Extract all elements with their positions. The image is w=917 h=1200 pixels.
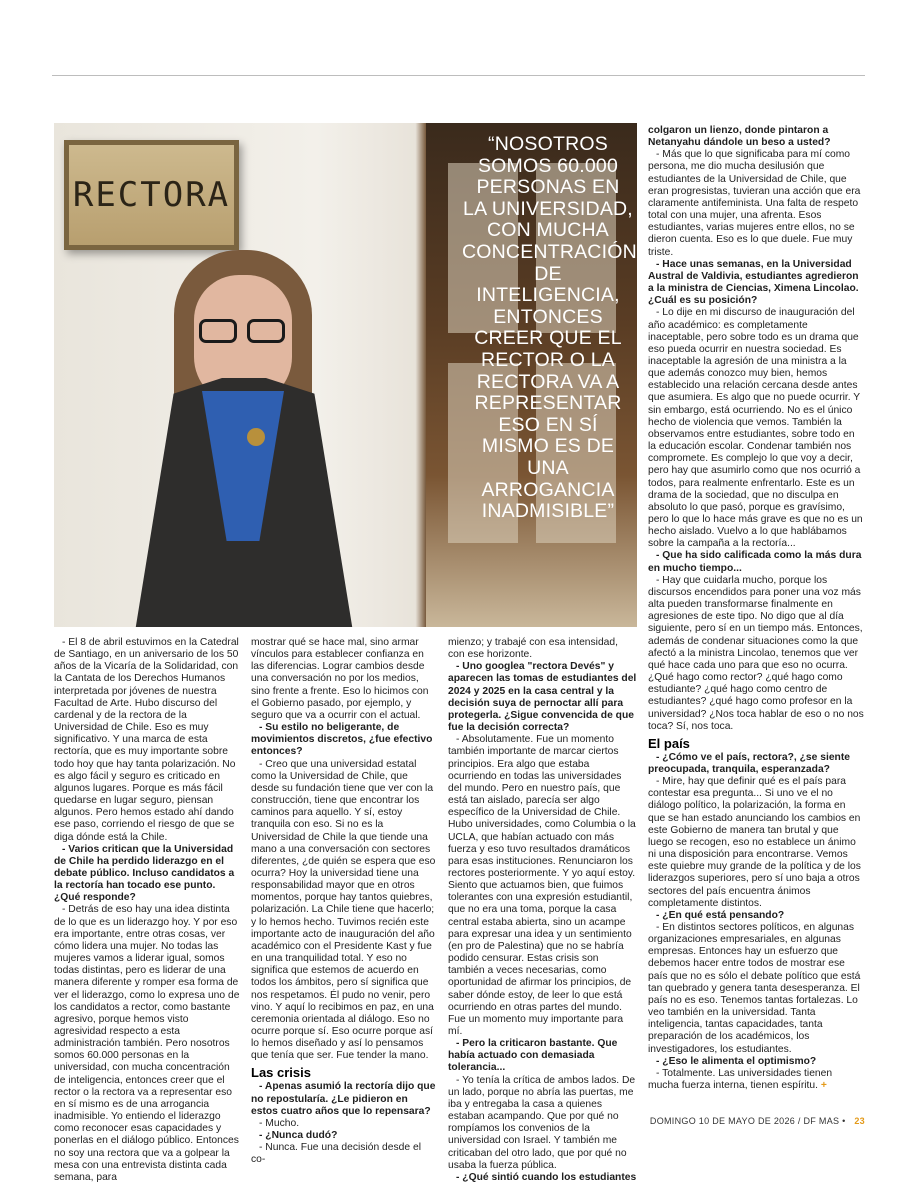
pull-quote: “NOSOTROS SOMOS 60.000 PERSONAS EN LA UNIVERSIDAD, CON MUCHA CONCENTRACIÓN DE INTELIGENCIA, ENTONCES CREER QUE EL RECTOR O LA RECTORA VA A REPRESENTAR ESO EN SÍ MISMO ES DE UNA ARROGANCIA INADMISIBLE” — [462, 133, 637, 523]
section-heading: Las crisis — [251, 1065, 311, 1081]
footer-publication: / DF MAS • — [797, 1116, 846, 1126]
interview-answer: - El 8 de abril estuvimos en la Catedral de Santiago, en un aniversario de los 50 años de la Vicaría de la Solidaridad, con la Cantata de los Derechos Humanos interpretada por jóvenes de nuestra Facultad de Arte. Hubo discurso del cardenal y de la rectora de la Universidad de Chile. Eso es muy significativo. Y una marca de esta rectoría, que es muy importante sobre todo hoy que hay tanta polarización. No es algo fácil y seguro es criticado en algunos lugares. Porque es más fácil quedarse en lugar seguro, piensan algunos. Pero hemos estado ahí dando ese paso, corriendo el riesgo de que se diga dónde está la Chile. — [54, 637, 239, 843]
interview-answer: - Mire, hay que definir qué es el país para contestar esa pregunta... Si uno ve el no diálogo político, la polarización, la forma en que se han estado anunciando los cambios en este Gobierno de manera tan brutal y que luego se recogen, eso no establece un ánimo ni una disposición para encontrarse. Vemos este quiebre muy grande de la política y de los liderazgos superiores, pero sí uno baja a otros sectores del país encuentra ánimos completamente distintos. — [648, 776, 861, 909]
article-column-2 — [251, 637, 437, 1167]
interview-answer: - Nunca. Fue una decisión desde el co- — [251, 1142, 421, 1166]
interview-question: - ¿Cómo ve el país, rectora?, ¿se siente preocupada, tranquila, esperanzada? — [648, 751, 850, 775]
article-column-1 — [54, 637, 240, 1184]
lapel-pin — [247, 428, 265, 446]
article-column-4 — [648, 125, 865, 1092]
rectora-sign — [64, 140, 239, 250]
interview-question: - Varios critican que la Universidad de Chile ha perdido liderazgo en el debate público. Incluso candidatos a la rectoría han tocado ese punto. ¿Qué responde? — [54, 843, 235, 904]
interview-answer: mostrar qué se hace mal, sino armar vínculos para establecer confianza en las diferencias. Lograr cambios desde una conversación no por los medios, sino frente a frente. Eso lo hicimos con el Gobierno pasado, por ejemplo, y seguro que va a ocurrir con el actual. — [251, 637, 429, 721]
interview-answer: - Totalmente. Las universidades tienen mucha fuerza interna, tienen espíritu. + — [648, 1067, 833, 1092]
interview-question: - ¿Eso le alimenta el optimismo? — [656, 1055, 817, 1067]
footer-date: DOMINGO 10 DE MAYO DE 2026 — [649, 1116, 796, 1126]
top-rule — [52, 75, 865, 76]
interview-answer: - Absolutamente. Fue un momento también importante de marcar ciertos principios. Era algo que estaba ocurriendo en todas las universidades del mundo. Pero en nuestro país, que está tan aislado, parecía ser algo específico de la Universidad de Chile. Hubo universidades, como Columbia o la UCLA, que habían actuado con más fuerza y eso tuvo resultados dramáticos para esas instituciones. Renunciaron los rectores posteriormente. Y yo aquí estoy. Siento que actuamos bien, que fuimos tolerantes con una expresión estudiantil, que no era una toma, porque la casa central estaba abierta, sino un acampe para expresar una idea y un sentimiento (en pro de Palestina) que no se habría podido censurar. Estas crisis son también a veces necesarias, como oportunidad de afirmar los principios, de saber dónde estoy, de leer lo que está ocurriendo en otras partes del mundo. Fue un momento muy importante para mí. — [448, 734, 636, 1037]
interview-answer: - Mucho. — [259, 1117, 300, 1129]
interview-question: colgaron un lienzo, donde pintaron a Netanyahu dándole un beso a usted? — [648, 125, 831, 149]
section-heading: El país — [648, 735, 690, 751]
interview-answer: - Lo dije en mi discurso de inauguración del año académico: es completamente inaceptable, pero sobre todo es un drama que eso pueda ocurrir en nuestra sociedad. Es inaceptable la agresión de una ministra a la que además conozco muy bien, hemos establecido una relación cercana desde antes que asumiera. Es algo que no puede ocurrir. Y sin embargo, está ocurriendo. No es el único hecho de violencia que vemos. También la observamos entre estudiantes, sobre todo en la educación escolar. Condenar también nos compromete. Es complejo lo que voy a decir, pero hay que asumirlo como que nos ocurrió a todos, para realmente enfrentarlo. Este es un drama de la sociedad, que no disculpa en absoluto lo que pasó, porque es gravísimo, pero lo que lo hace más grave es que no es un hecho aislado. Vuelvo a lo que hablábamos sobre la campaña a la rectoría... — [648, 307, 863, 550]
page-number: 23 — [854, 1116, 865, 1126]
interview-question: - Que ha sido calificada como la más dura en mucho tiempo... — [648, 550, 862, 574]
end-mark: + — [818, 1080, 827, 1092]
sign-text: RECTORA — [72, 175, 231, 215]
interview-answer: - Más que lo que significaba para mí como persona, me dio mucha desilusión que estudiantes de la Universidad de Chile, que eran progresistas, tuvieran una acción que era claramente antifeminista. Una falta de respeto total con una mujer, una afrenta. Esos estudiantes, varias mujeres entre ellos, no se dieron cuenta. Eso es lo que duele. Fue muy triste. — [648, 149, 861, 258]
interview-answer: - Yo tenía la crítica de ambos lados. De un lado, porque no abría las puertas, me iba y entregaba la casa a quienes estaban acampando. Que por qué no rompíamos los convenios de la universidad con Israel. Y también me criticaban del otro lado, que por qué no usaba la fuerza pública. — [448, 1074, 636, 1171]
glasses-icon — [199, 319, 287, 345]
interview-question: - ¿En qué está pensando? — [656, 909, 785, 921]
interview-answer: mienzo; y trabajé con esa intensidad, con ese horizonte. — [448, 637, 618, 661]
interview-question: - Apenas asumió la rectoría dijo que no repostularía. ¿Le pidieron en estos cuatro años que lo repensara? — [251, 1081, 436, 1117]
interview-question: - Su estilo no beligerante, de movimientos discretos, ¿fue efectivo entonces? — [251, 722, 433, 758]
interview-answer: - Detrás de eso hay una idea distinta de lo que es un liderazgo hoy. Y por eso era importante, entre otras cosas, ver cómo lidera una mujer. No todas las mujeres vamos a liderar igual, somos todas distintas, pero es liderar de una manera diferente y romper esa forma de ver el liderazgo, como lo expresa uno de los candidatos a rector, como bastante agresivo, porque hemos visto agresividad respecto a esta administración también. Pero nosotros somos 60.000 personas en la universidad, con mucha concentración de inteligencia, entonces creer que el rector o la rectora va a representar eso en sí mismo es de una arrogancia inadmisible. Yo entiendo el liderazgo como reconocer esas capacidades y ponerlas en el diálogo público. Entonces no soy una rectora que va a golpear la mesa con una entrevista distinta cada semana, para — [54, 904, 240, 1183]
article-column-3 — [448, 637, 637, 1184]
interview-answer: - Creo que una universidad estatal como la Universidad de Chile, que desde su fundación tiene que ver con la construcción, tiene que encontrar los caminos para aquello. Y sí, estoy tranquila con eso. Si no es la Universidad de Chile la que tiende una mano a una conversación con sectores diferentes, ¿de quién se espera que eso ocurra? Hoy la universidad tiene una responsabilidad mayor que en otros momentos, porque hay tantos quiebres, polarización. La Chile tiene que hacerlo; y lo hemos hecho. Tuvimos recién este importante acto de inauguración del año académico con el Presidente Kast y fue en una tranquilidad total. Y eso no significa que estemos de acuerdo en todos los ámbitos, pero sí significa que nos respetamos. Él pudo no venir, pero vino. Y aquí lo recibimos en paz, en una ceremonia orientada al diálogo. Eso no ocurre porque sí. Eso ocurre porque así lo hemos diseñado y así lo pensamos que tenía que ser. Fue tender la mano. — [251, 758, 436, 1062]
interview-question: - Hace unas semanas, en la Universidad Austral de Valdivia, estudiantes agredieron a la ministra de Ciencias, Ximena Lincolao. ¿Cuál es su posición? — [648, 258, 859, 307]
interview-question: - Uno googlea "rectora Devés" y aparecen las tomas de estudiantes del 2024 y 2025 en la casa central y la decisión suya de pernoctar allí para protegerla. ¿Sigue convencida de que fue la decisión correcta? — [448, 661, 637, 734]
interview-question: - Pero la criticaron bastante. Que había actuado con demasiada tolerancia... — [448, 1038, 618, 1074]
interview-question: - ¿Nunca dudó? — [259, 1130, 338, 1142]
page-footer — [647, 1116, 865, 1126]
interview-answer: - En distintos sectores políticos, en algunas organizaciones empresariales, en algunas empresas. Entonces hay un esfuerzo que debemos hacer entre todos de mostrar ese país que no es sólo el debate político que está tan quebrado y genera tanta desesperanza. El país no es eso. Tenemos tantas fortalezas. Lo veo también en la universidad. Tanta inteligencia, tantas capacidades, tanta preparación de los académicos, los investigadores, los estudiantes. — [648, 922, 861, 1055]
interview-question: - ¿Qué sintió cuando los estudiantes — [456, 1171, 637, 1183]
interview-answer: - Hay que cuidarla mucho, porque los discursos encendidos para poner una voz más alta pueden transformarse finalmente en agresiones de este tipo. No digo que al día siguiente, pero sí en un tiempo más. Entonces, además de condenar situaciones como la que afectó a la ministra Lincolao, tenemos que ver qué hace cada uno para que eso no ocurra. ¿Qué hago como rector? ¿qué hago como estudiante? ¿qué hago como centro de estudiantes? ¿qué hago como profesor en la universidad? ¿Nos toca hablar de eso o no nos toca? Sí, nos toca. — [648, 574, 864, 732]
